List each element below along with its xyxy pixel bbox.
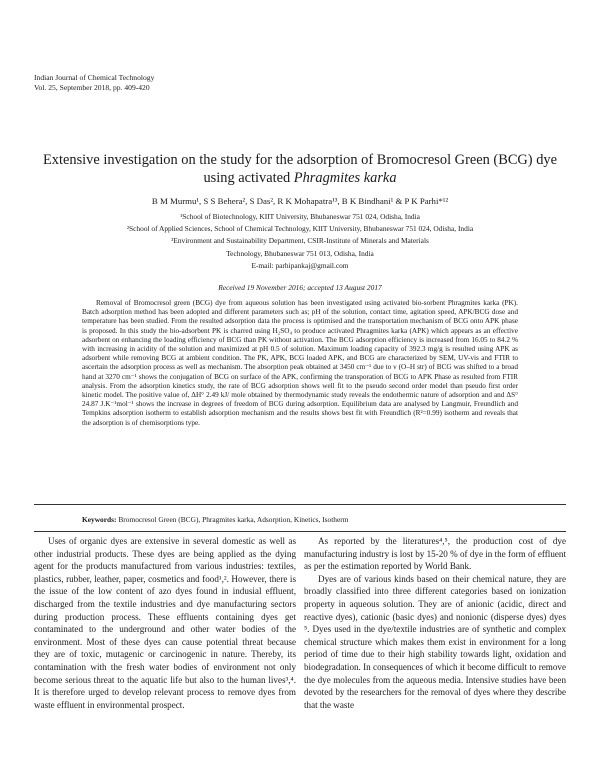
keywords-text: Bromocresol Green (BCG), Phragmites karka, Adsorption, Kinetics, Isotherm — [118, 515, 349, 524]
intro-paragraph-1: Uses of organic dyes are extensive in several domestic as well as other industrial products. These dyes are being applied as the dying agent for the products manufactured from various industries: textiles, plastics, rubber, leather, paper, cosmetics and food¹,². However, there is the issue of the low content of azo dyes found in indusial effluent, discharged from the textile industries and dye manufacturing sectors during production process. These effluents containing dyes get contaminated to the underground and other water bodies of the environment. Most of these dyes can cause potential threat because they are of toxic, mutagenic or carcinogenic in nature. Thereby, its contamination with the fresh water bodies of environment not only become serious threat to the aquatic life but also to the human lives³,⁴. It is therefore urged to develop relevant process to remove dyes from waste effluent in environmental prospect. — [34, 536, 296, 710]
contact-email: E-mail: parhipankaj@gmail.com — [251, 260, 349, 270]
abstract-text: Removal of Bromocresol green (BCG) dye from aqueous solution has been investigated using activated bio-sorbent Phragmites karka (PK). Batch adsorption method has been adopted and different parameters such as; pH of the solution, contact time, agitation speed, APK/BCG dose and temperature has been studied. From the resulted adsorption data the process is optimised and the transportation mechanism of BCG onto APK phase is proposed. In this study the bio-adsorbent PK is charred using H₂SO₄ to produce activated Phragmites karka (APK) which appears as an effective adsorbent on enhancing the loading efficiency of BCG than PK without activation. The BCG adsorption efficiency is increased from 16.05 to 84.2 % with increasing in acidity of the solution and maximized at pH 0.5 of solution. Maximum loading capacity of 392.3 mg/g is resulted using APK as adsorbent while removing BCG at ambient condition. The PK, APK, BCG loaded APK, and BCG are characterized by SEM, UV-vis and FTIR to ascertain the adsorption process as well as mechanism. The absorption peak obtained at 3450 cm⁻¹ due to ν (O–H str) of BCG was shifted to a broad hand at 3270 cm⁻¹ shows the conjugation of BCG on surface of the APK, confirming the transporation of BCG to APK Phase as resulted from FTIR analysis. From the adsorption kinetics study, the rate of BCG adsorption shows well fit to the pseudo second order model than pseudo first order kinetic model. The positive value of, ΔH° 2.49 kJ/ mole obtained by thermodynamic study reveals the endothermic nature of adsorption and and ΔS° 24.87 J.K⁻¹mol⁻¹ shows the increase in degrees of freedom of BCG during adsorption. Equilibrium data are analysed by Langmuir, Freundlich and Tempkins adsorption isotherm to establish adsorption mechanism and the results shows best fit with Freundlich (R²=0.99) isotherm and reveals that the adsorption is of chemisorptions type. — [82, 299, 518, 427]
body-column-right — [304, 535, 566, 711]
received-dates: Received 19 November 2016; accepted 13 August 2017 — [218, 283, 382, 292]
paper-title — [40, 151, 560, 187]
title-species: Phragmites karka — [293, 170, 397, 186]
divider-bottom — [34, 531, 566, 532]
title-main: Extensive investigation on the study for the adsorption of Bromocresol Green (BCG) dye using activated — [43, 152, 557, 186]
intro-paragraph-3: Dyes are of various kinds based on their chemical nature, they are broadly classified into three different categories based on ionization property in aqueous solution. They are of anionic (acidic, direct and reactive dyes), cationic (basic dyes) and nonionic (disperse dyes) dyes ⁵. Dyes used in the dye/textile industries are of synthetic and complex chemical structure which makes them exist in environment for a long period of time due to their high stability towards light, oxidation and biodegradation. In consequences of which it become difficult to remove the dye molecules from the aqueous media. Intensive studies have been devoted by the researchers for the removal of dyes where they describe that the waste — [304, 573, 566, 710]
affiliation-2: ²School of Applied Sciences, School of Chemical Technology, KIIT University, Bhubaneswar 751 024, Odisha, India — [126, 224, 474, 234]
keywords-label: Keywords: — [82, 515, 117, 524]
affiliation-3: ³Environment and Sustainability Department, CSIR-Institute of Minerals and Materials — [171, 236, 429, 246]
journal-volume: Vol. 25, September 2018, pp. 409-420 — [34, 83, 150, 92]
journal-name: Indian Journal of Chemical Technology — [34, 73, 155, 82]
intro-paragraph-2: As reported by the literatures⁴,⁵, the production cost of dye manufacturing industry is lost by 15-20 % of dye in the form of effluent as per the estimation reported by World Bank. — [304, 536, 566, 572]
author-list: B M Murmu¹, S S Behera², S Das², R K Mohapatra¹³, B K Bindhani¹ & P K Parhi*¹² — [151, 196, 449, 206]
affiliations — [40, 211, 560, 272]
body-column-left — [34, 535, 296, 711]
affiliation-1: ¹School of Biotechnology, KIIT University, Bhubaneswar 751 024, Odisha, India — [180, 212, 420, 221]
abstract — [82, 299, 518, 428]
affiliation-3-cont: Technology, Bhubaneswar 751 013, Odisha, India — [226, 248, 374, 258]
journal-header — [34, 73, 154, 93]
divider-top — [34, 504, 566, 505]
keywords — [82, 515, 348, 524]
